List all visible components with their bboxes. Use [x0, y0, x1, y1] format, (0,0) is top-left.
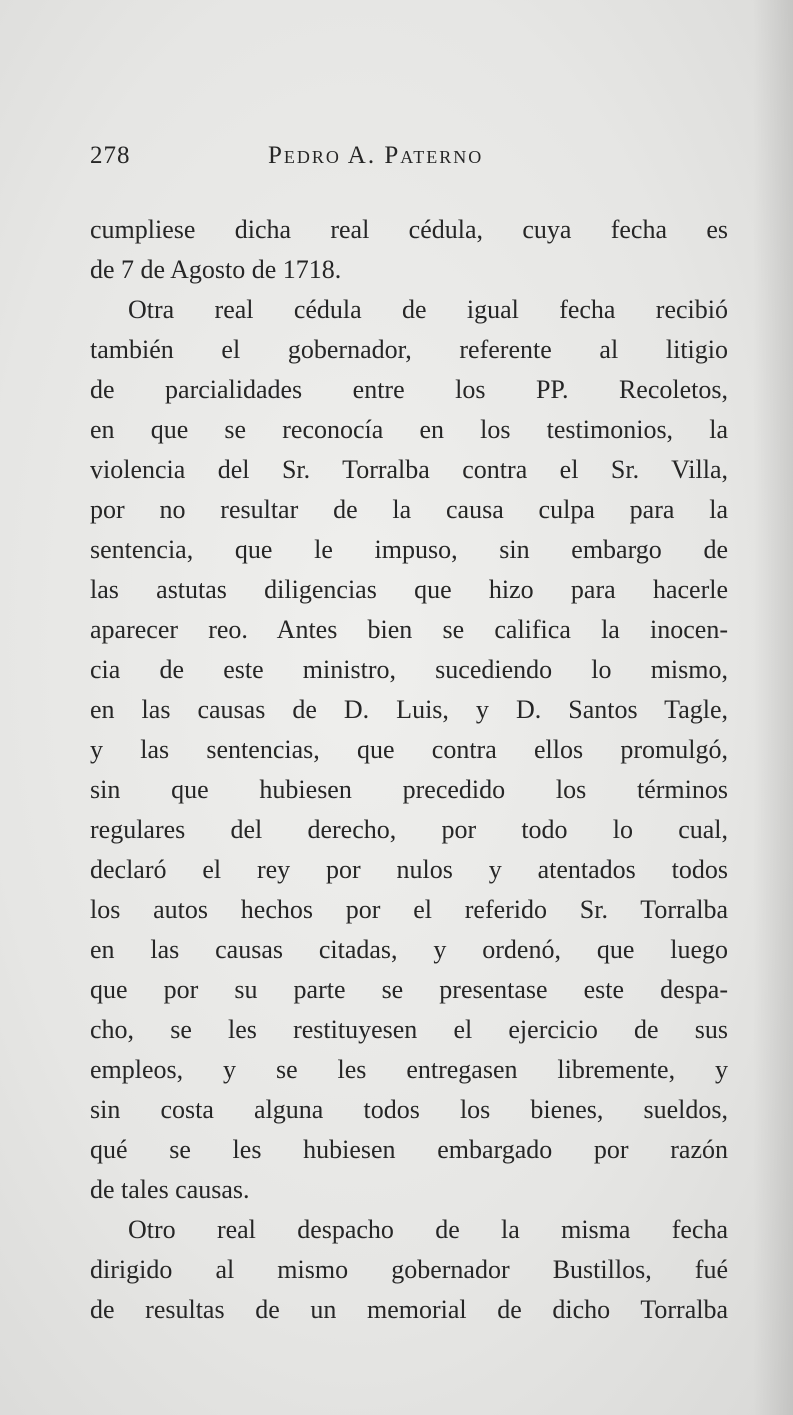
text-line: de 7 de Agosto de 1718.: [90, 255, 342, 284]
page-number: 278: [90, 142, 131, 169]
text-line: en que se reconocía en los testimonios, la: [90, 415, 728, 444]
text-line: sin que hubiesen precedido los términos: [90, 775, 728, 804]
text-line: cia de este ministro, sucediendo lo mismo,: [90, 655, 728, 684]
text-line: Otro real despacho de la misma fecha: [128, 1215, 728, 1244]
text-line: en las causas de D. Luis, y D. Santos Tagle,: [90, 695, 728, 724]
text-line: aparecer reo. Antes bien se califica la inocen-: [90, 615, 728, 644]
text-line: los autos hechos por el referido Sr. Torralba: [90, 895, 728, 924]
text-line: por no resultar de la causa culpa para la: [90, 495, 728, 524]
text-line: regulares del derecho, por todo lo cual,: [90, 815, 728, 844]
text-line: violencia del Sr. Torralba contra el Sr. Villa,: [90, 455, 728, 484]
text-line: qué se les hubiesen embargado por razón: [90, 1135, 728, 1164]
text-line: declaró el rey por nulos y atentados todos: [90, 855, 728, 884]
text-line: de resultas de un memorial de dicho Torralba: [90, 1295, 728, 1324]
running-head: Pedro A. Paterno: [268, 142, 484, 169]
page-header: [90, 142, 730, 182]
text-line: de tales causas.: [90, 1175, 250, 1204]
text-line: que por su parte se presentase este despa-: [90, 975, 728, 1004]
text-line: cho, se les restituyesen el ejercicio de sus: [90, 1015, 728, 1044]
text-line: Otra real cédula de igual fecha recibió: [128, 295, 728, 324]
body-text: [90, 210, 728, 1330]
text-line: cumpliese dicha real cédula, cuya fecha es: [90, 215, 728, 244]
text-line: también el gobernador, referente al litigio: [90, 335, 728, 364]
text-line: sentencia, que le impuso, sin embargo de: [90, 535, 728, 564]
text-line: empleos, y se les entregasen libremente, y: [90, 1055, 728, 1084]
text-line: las astutas diligencias que hizo para hacerle: [90, 575, 728, 604]
text-line: y las sentencias, que contra ellos promulgó,: [90, 735, 728, 764]
text-line: de parcialidades entre los PP. Recoletos,: [90, 375, 728, 404]
text-line: dirigido al mismo gobernador Bustillos, fué: [90, 1255, 728, 1284]
text-line: en las causas citadas, y ordenó, que luego: [90, 935, 728, 964]
page-edge-shadow: [753, 0, 793, 1415]
text-line: sin costa alguna todos los bienes, sueldos,: [90, 1095, 728, 1124]
